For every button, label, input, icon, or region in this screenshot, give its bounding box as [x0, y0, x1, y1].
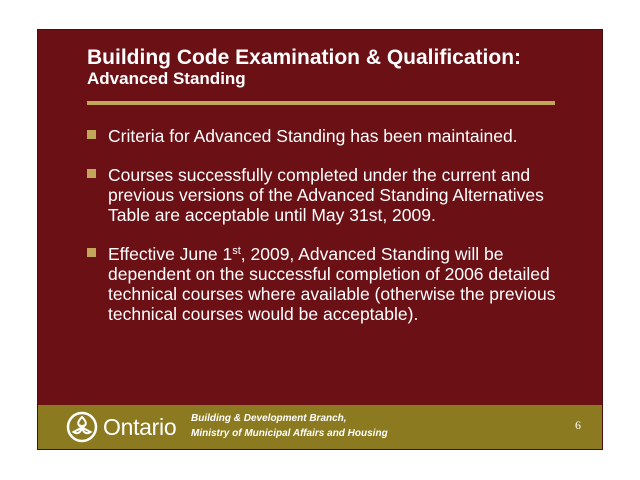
square-bullet-icon [87, 169, 96, 178]
square-bullet-icon [87, 248, 96, 257]
square-bullet-icon [87, 130, 96, 139]
ontario-trillium-icon [66, 411, 98, 443]
bullet-text-part: , 2009, Advanced Standing will be dependent on the successful completion of 2006 detailed technical courses where available (otherwise the previous technical courses would be acceptable). [108, 244, 556, 324]
slide-title: Building Code Examination & Qualification: [87, 46, 522, 69]
footer-bar [38, 405, 602, 449]
page-number: 6 [575, 418, 581, 432]
footer-ministry: Ministry of Municipal Affairs and Housing [191, 428, 388, 439]
bullet-item [87, 165, 567, 225]
footer-branch: Building & Development Branch, [191, 413, 347, 424]
title-area [87, 46, 587, 89]
bullet-superscript: st [232, 245, 241, 257]
footer-attribution [191, 411, 388, 441]
ontario-wordmark: Ontario [103, 413, 177, 440]
bullet-text [108, 244, 555, 324]
bullet-text: Criteria for Advanced Standing has been maintained. [108, 126, 518, 146]
bullet-item [87, 126, 567, 146]
bullet-list [87, 126, 567, 343]
ontario-logo [66, 411, 176, 443]
slide [37, 29, 603, 450]
bullet-text: Courses successfully completed under the current and previous versions of the Advanced Standing Alternatives Table are acceptable until May 31st, 2009. [108, 165, 544, 225]
bullet-item [87, 244, 567, 324]
slide-subtitle: Advanced Standing [87, 69, 246, 88]
bullet-text-part: Effective June 1 [108, 244, 233, 264]
title-divider [87, 101, 555, 105]
